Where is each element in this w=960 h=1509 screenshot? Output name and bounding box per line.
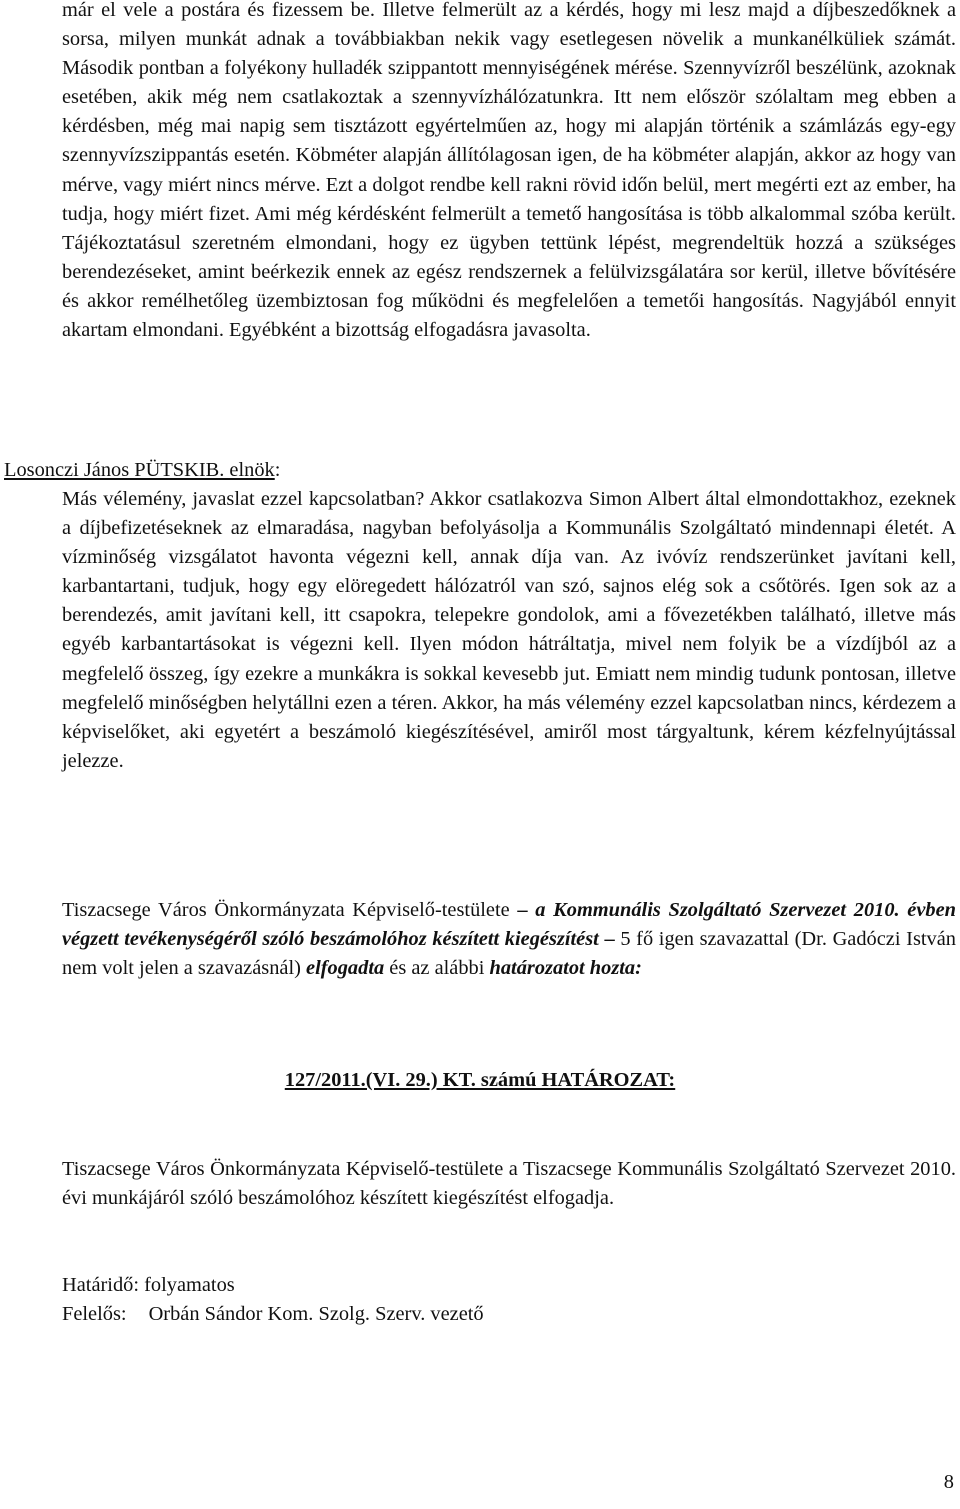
decision-accepted: elfogadta bbox=[306, 957, 385, 980]
decision-body: Tiszacsege Város Önkormányzata Képviselő-testülete bbox=[62, 899, 510, 921]
resolution-text: Tiszacsege Város Önkormányzata Képviselő-testülete a Tiszacsege Kommunális Szolgáltató Szervezet 2010. évi munkájáról szóló beszámolóhoz készített kiegészítést elfogadja. bbox=[62, 1158, 956, 1210]
speaker-line bbox=[4, 456, 280, 485]
paragraph-council-member-remarks: már el vele a postára és fizessem be. Illetve felmerült az a kérdés, hogy mi lesz majd a díjbeszedőknek a sorsa, milyen munkát adnak a továbbiakban nekik vagy esetlegesen növelik a munkanélküliek számát. Második pontban a folyékony hulladék szippantott mennyiségének mérése. Szennyvízről beszélünk, azoknak esetében, akik még nem csatlakoztak a szennyvízhálózatunkra. Itt nem először szólaltam meg ebben a kérdésben, még mai napig sem tisztázott egyértelműen az, hogy mi alapján történik a számlázás egy-egy szennyvízszippantás esetén. Köbméter alapján állítólagosan igen, de ha köbméter alapján, akkor az hogy van mérve, vagy miért nincs mérve. Ezt a dolgot rendbe kell rakni rövid időn belül, mert megérti ezt az ember, ha tudja, hogy miért fizet. Ami még kérdésként felmerült a temető hangosítása is több alkalommal szóba került. Tájékoztatásul szeretném elmondani, hogy ez ügyben tettünk lépést, megrendeltük hozzá a szükséges berendezéseket, amint beérkezik ennek az egész rendszernek a felülvizsgálatára sor kerül, illetve bővítésére és akkor remélhetőleg üzembiztosan fog működni és megfelelően a temetői hangosítás. Nagyjából ennyit akartam elmondani. Egyébként a bizottság elfogadásra javasolta. bbox=[62, 0, 956, 342]
paragraph-chair-remarks: Más vélemény, javaslat ezzel kapcsolatban? Akkor csatlakozva Simon Albert által elmondottakhoz, ezeknek a díjbefizetéseknek az elmaradása, nagyban befolyásolja a Kommunális Szolgáltató mindennapi életét. A vízminőség vizsgálatot havonta végezni kell, annak díja van. Az ivóvíz rendszerünket javítani kell, karbantartani, tudjuk, hogy egy elöregedett hálózatról van szó, sajnos elég sok a csőtörés. Igen sok az a berendezés, amit javítani kell, itt csapokra, telepekre gondolok, ami a fővezetékben található, illetve más egyéb karbantartásokat is végezni kell. Ilyen módon hátráltatja, mivel nem folyik be a vízdíjból az a megfelelő összeg, így ezekre a munkákra is sokkal kevesebb jut. Emiatt nem mindig tudunk pontosan, illetve megfelelő minőségben helytállni ezen a téren. Akkor, ha más vélemény ezzel kapcsolatban nincs, kérdezem a képviselőket, aki egyetért a beszámoló kiegészítésével, amiről most tárgyaltunk, kérem kézfelnyújtással jelezze. bbox=[62, 488, 956, 772]
speaker-colon: : bbox=[274, 459, 281, 481]
decision-dash-2: – bbox=[604, 928, 615, 951]
responsible-value: Orbán Sándor Kom. Szolg. Szerv. vezető bbox=[148, 1303, 484, 1325]
decision-dash-1: – bbox=[517, 899, 528, 921]
page-number: 8 bbox=[943, 1471, 954, 1493]
decision-resolution-phrase: határozatot hozta: bbox=[489, 957, 642, 980]
decision-intro bbox=[62, 896, 956, 983]
deadline-line: Határidő: folyamatos bbox=[62, 1274, 235, 1296]
decision-subject: a Kommunális Szolgáltató Szervezet 2010. évben végzett tevékenységéről szóló beszámolóhoz készített kiegészítést bbox=[62, 899, 956, 951]
responsible-line bbox=[62, 1300, 484, 1329]
decision-connector: és az alábbi bbox=[389, 957, 485, 980]
responsible-label: Felelős: bbox=[62, 1303, 127, 1325]
decision-vote: 5 fő igen szavazattal (Dr. Gadóczi István nem volt jelen a szavazásnál) bbox=[62, 928, 956, 980]
resolution-title: 127/2011.(VI. 29.) KT. számú HATÁROZAT: bbox=[284, 1069, 676, 1091]
speaker-name: Losonczi János PÜTSKIB. elnök bbox=[4, 459, 275, 481]
